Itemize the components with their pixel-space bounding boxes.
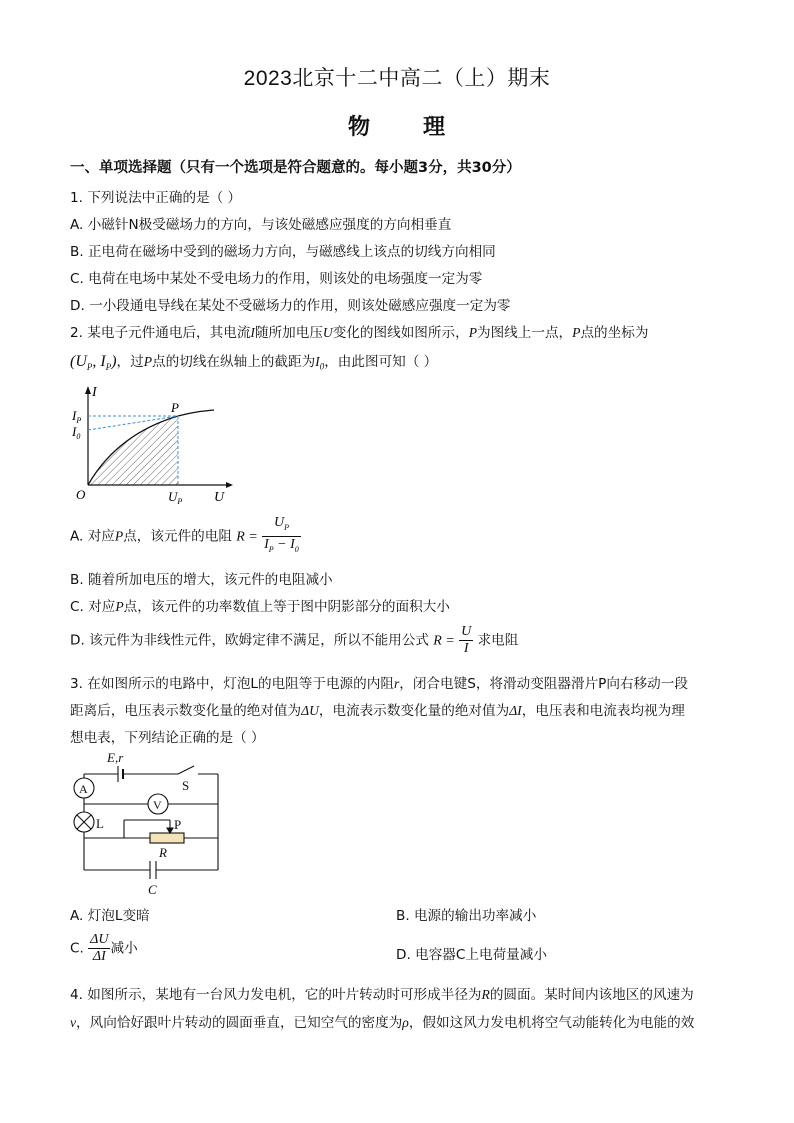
ammeter-label: A xyxy=(79,782,88,796)
q2-text: 为图线上一点， xyxy=(477,325,573,341)
q2-text: 点的坐标为 xyxy=(580,325,649,341)
q2-stem-line2 xyxy=(70,350,437,372)
q4-stem-line1: 4. 如图所示，某地有一台风力发电机，它的叶片转动时可形成半径为R的圆面。某时间内该地区的风速为 xyxy=(70,987,694,1003)
x-arrow xyxy=(226,482,233,488)
q2-text: 变化的图线如图所示， xyxy=(332,325,469,341)
q2-var-p: P xyxy=(143,354,153,369)
lamp-label: L xyxy=(96,816,104,831)
q3-circuit-diagram xyxy=(66,748,228,898)
q2-text: 随所加电压 xyxy=(254,325,323,341)
ip-label: $I_P$ xyxy=(72,408,82,425)
q2-var-i0: $I_0$ xyxy=(315,354,325,372)
source-label: E,r xyxy=(107,750,124,765)
q1-option-a: A. 小磁针N极受磁场力的方向，与该处磁感应强度的方向相垂直 xyxy=(70,217,452,233)
y-arrow xyxy=(85,386,91,394)
i0-label: $I_0$ xyxy=(72,424,81,441)
q2-option-d: D. 该元件为非线性元件，欧姆定律不满足，所以不能用公式 R = $\frac{U}{I}$ 求电阻 xyxy=(70,624,519,656)
resistance-fraction: $\frac{U_P}{I_P - I_0}$ xyxy=(264,515,299,554)
q3-stem-line2: 距离后，电压表示数变化量的绝对值为ΔU，电流表示数变化量的绝对值为ΔI，电压表和电流表均视为理 xyxy=(70,703,685,719)
q1-option-c: C. 电荷在电场中某处不受电场力的作用，则该处的电场强度一定为零 xyxy=(70,271,483,287)
page-title: 2023北京十二中高二（上）期末 xyxy=(243,67,551,90)
delta-fraction: $\frac{\Delta U}{\Delta I}$ xyxy=(90,932,109,964)
q3-option-c: C. $\frac{\Delta U}{\Delta I}$ 减小 xyxy=(70,932,138,964)
q2-option-b: B. 随着所加电压的增大，该元件的电阻减小 xyxy=(70,572,333,588)
voltmeter-label: V xyxy=(153,798,162,812)
q2-text: ，由此图可知（ ） xyxy=(324,354,438,370)
q3-option-d: D. 电容器C上电荷量减小 xyxy=(396,947,547,963)
up-label: $U_P$ xyxy=(168,489,183,506)
q2-var-p: P xyxy=(468,325,477,340)
q1-option-b: B. 正电荷在磁场中受到的磁场力方向，与磁感线上该点的切线方向相同 xyxy=(70,244,496,260)
q2-option-a: A. 对应P点，该元件的电阻 R = $\frac{U_P}{I_P - I_0}$ xyxy=(70,515,301,558)
q3-stem-line3: 想电表，下列结论正确的是（ ） xyxy=(70,730,265,746)
q2-text: 点的切线在纵轴上的截距为 xyxy=(152,354,316,370)
q2-var-u: U xyxy=(322,325,333,340)
slider-label: P xyxy=(174,817,182,832)
capacitor-label: C xyxy=(148,882,157,897)
q2-coord: ($U_P$, $I_P$) xyxy=(70,353,117,373)
q1-option-d: D. 一小段通电导线在某处不受磁场力的作用，则该处磁感应强度一定为零 xyxy=(70,298,511,314)
y-axis-label: I xyxy=(92,385,97,400)
q3-stem-line1: 3. 在如图所示的电路中，灯泡L的电阻等于电源的内阻r，闭合电键S，将滑动变阻器滑片P向右移动一段 xyxy=(70,676,688,692)
section-heading: 一、单项选择题（只有一个选项是符合题意的。每小题3分，共30分） xyxy=(70,160,521,176)
q2-text: ，过 xyxy=(116,354,144,370)
subject-title: 物 理 xyxy=(348,115,446,140)
q2-text: 2. 某电子元件通电后，其电流 xyxy=(70,325,251,341)
q2-iu-graph xyxy=(68,380,238,508)
point-p-label: P xyxy=(171,400,179,415)
resistor-label: R xyxy=(159,845,167,860)
q2-var-i: I xyxy=(250,325,255,340)
q4-stem-line2: v，风向恰好跟叶片转动的圆面垂直，已知空气的密度为ρ，假如这风力发电机将空气动能转化为电能的效 xyxy=(70,1015,695,1031)
q3-option-b: B. 电源的输出功率减小 xyxy=(396,908,537,924)
ohm-fraction: $\frac{U}{I}$ xyxy=(461,624,472,656)
origin-label: O xyxy=(76,487,86,502)
q1-stem: 1. 下列说法中正确的是（ ） xyxy=(70,190,242,206)
q2-var-p: P xyxy=(572,325,581,340)
q2-stem-line1 xyxy=(70,321,648,341)
x-axis-label: U xyxy=(214,490,225,505)
shaded-area xyxy=(88,416,178,485)
q3-option-a: A. 灯泡L变暗 xyxy=(70,908,150,924)
q2-option-c: C. 对应P点，该元件的功率数值上等于图中阴影部分的面积大小 xyxy=(70,599,450,615)
switch-label: S xyxy=(182,778,190,793)
